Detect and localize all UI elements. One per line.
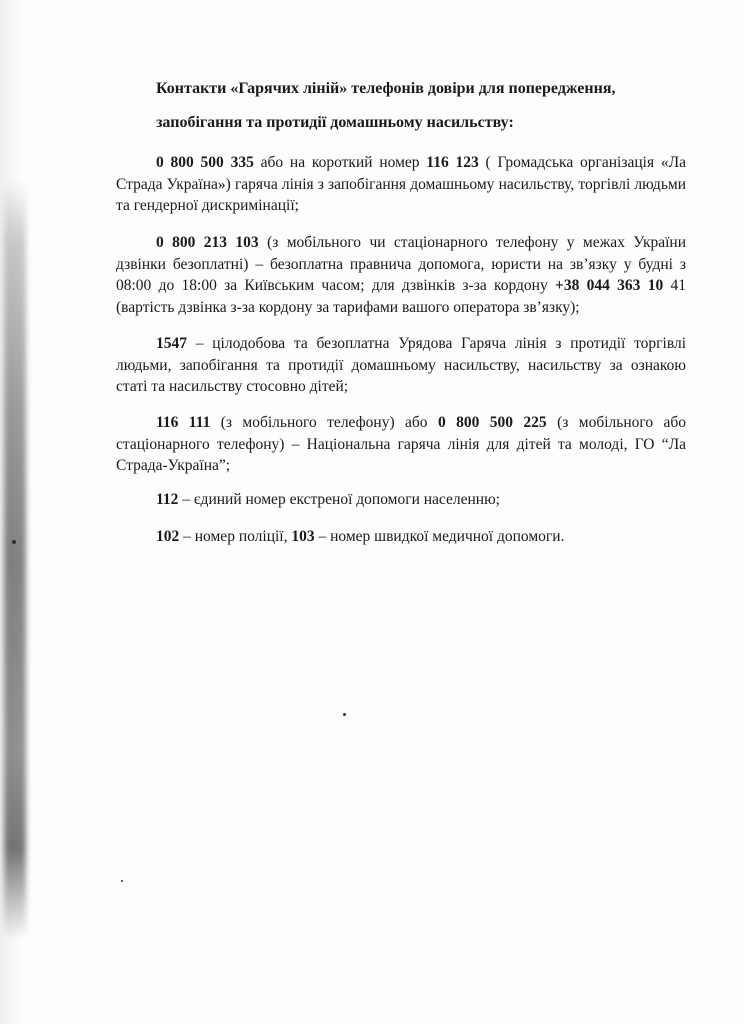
hotline-text: – номер швидкої медичної допомоги. [314, 528, 565, 545]
hotline-number: 116 123 [426, 154, 479, 171]
hotline-entry-government [116, 333, 686, 398]
heading-line-1: Контакти «Гарячих ліній» телефонів довіри для попередження, [156, 80, 616, 97]
document-heading [156, 72, 686, 140]
hotline-text: (з мобільного телефону) або [210, 414, 438, 431]
hotline-number: 103 [291, 528, 315, 545]
hotline-text: ( Громадська організація «Ла Страда Україна») гаряча лінія з запобігання домашньому насильству, торгівлі людьми та гендерної дискримінації; [116, 154, 687, 214]
hotline-text: (з мобільного чи стаціонарного телефону у межах України дзвінки безоплатні) – безоплатна правнича допомога, юристи на зв’язку у будні з 08:00 до 18:00 за Київським часом; для дзвінків з-за кордону [116, 234, 686, 294]
scan-smudge [4, 180, 26, 940]
hotline-number: 1547 [156, 335, 187, 352]
hotline-entry-legal-aid [116, 232, 686, 318]
heading-line-2: запобігання та протидії домашньому насильству: [156, 114, 514, 131]
hotline-entry-police-ambulance [116, 526, 686, 548]
hotline-text: 41 (вартість дзвінка з-за кордону за тарифами вашого оператора зв’язку); [116, 277, 686, 316]
scan-speck [121, 880, 123, 882]
hotline-text: – єдиний номер екстреної допомоги населенню; [178, 491, 500, 508]
hotline-number: +38 044 363 10 [555, 277, 664, 294]
hotline-entry-la-strada [116, 152, 686, 217]
hotline-text: – номер поліції, [179, 528, 292, 545]
hotline-text: (з мобільного або стаціонарного телефону) – Національна гаряча лінія для дітей та молоді, ГО “Ла Страда-Україна”; [116, 414, 687, 474]
hotline-text: або на короткий номер [253, 154, 427, 171]
hotline-entry-children [116, 412, 686, 477]
hotline-entry-emergency [116, 489, 686, 511]
hotline-number: 0 800 500 335 [156, 154, 254, 171]
hotline-number: 116 111 [156, 414, 211, 431]
hotline-text: – цілодобова та безоплатна Урядова Гаряча лінія з протидії торгівлі людьми, запобігання та протидії домашньому насильству, насильству за ознакою статі та насильству стосовно дітей; [116, 335, 686, 395]
hotline-number: 102 [156, 528, 180, 545]
hotline-number: 0 800 213 103 [156, 234, 259, 251]
scan-speck [12, 540, 16, 544]
hotline-number: 0 800 500 225 [437, 414, 547, 431]
hotline-number: 112 [156, 491, 179, 508]
scan-speck [343, 713, 346, 716]
